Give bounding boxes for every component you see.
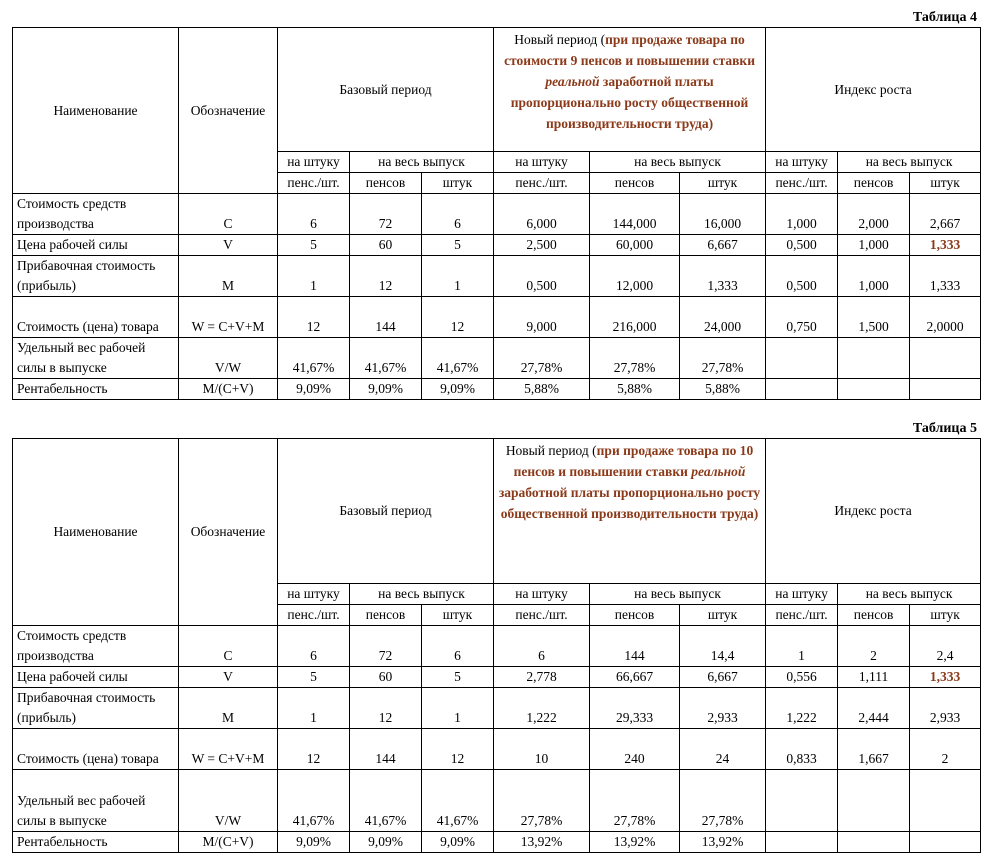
row-name: Стоимость (цена) товара xyxy=(13,297,179,338)
row-value: 2,500 xyxy=(494,235,590,256)
row-value: 5 xyxy=(422,235,494,256)
row-value: 1,222 xyxy=(766,688,838,729)
unit-pieces: штук xyxy=(680,605,766,626)
header-name: Наименование xyxy=(13,28,179,194)
row-value: 0,833 xyxy=(766,729,838,770)
row-value: 1 xyxy=(422,688,494,729)
unit-pieces: штук xyxy=(910,605,981,626)
row-value: 41,67% xyxy=(422,770,494,832)
row-value: 5 xyxy=(278,667,350,688)
row-value: 1,500 xyxy=(838,297,910,338)
row-value: 0,500 xyxy=(766,256,838,297)
header-whole-output: на весь выпуск xyxy=(838,152,981,173)
row-value: 12,000 xyxy=(590,256,680,297)
row-value: 41,67% xyxy=(350,770,422,832)
row-value: 6 xyxy=(494,626,590,667)
row-value: 24,000 xyxy=(680,297,766,338)
table-row xyxy=(13,194,981,235)
row-value: 10 xyxy=(494,729,590,770)
row-value: 1,000 xyxy=(838,235,910,256)
header-per-unit: на штуку xyxy=(278,584,350,605)
unit-pence: пенсов xyxy=(838,173,910,194)
new-period-note-part2: заработной платы пропорционально росту общественной производительности труда) xyxy=(498,485,761,521)
unit-pence: пенсов xyxy=(590,173,680,194)
row-name: Удельный вес рабочей силы в выпуске xyxy=(13,770,179,832)
row-value: 41,67% xyxy=(422,338,494,379)
row-value: 2,778 xyxy=(494,667,590,688)
header-per-unit: на штуку xyxy=(494,152,590,173)
row-designation: M xyxy=(179,256,278,297)
row-name: Цена рабочей силы xyxy=(13,667,179,688)
row-value: 1,333 xyxy=(680,256,766,297)
row-value: 12 xyxy=(422,729,494,770)
row-value: 1,333 xyxy=(910,235,981,256)
row-value: 27,78% xyxy=(494,338,590,379)
header-base-period: Базовый период xyxy=(278,439,494,584)
header-row xyxy=(13,439,981,584)
row-value: 27,78% xyxy=(590,338,680,379)
row-value: 216,000 xyxy=(590,297,680,338)
row-value: 14,4 xyxy=(680,626,766,667)
header-per-unit: на штуку xyxy=(766,584,838,605)
table-row xyxy=(13,688,981,729)
row-value: 27,78% xyxy=(590,770,680,832)
row-value: 41,67% xyxy=(350,338,422,379)
header-growth-index: Индекс роста xyxy=(766,28,981,152)
row-value: 6 xyxy=(422,194,494,235)
row-value xyxy=(910,832,981,853)
header-per-unit: на штуку xyxy=(494,584,590,605)
row-value: 13,92% xyxy=(590,832,680,853)
row-designation: M/(C+V) xyxy=(179,379,278,400)
row-name: Стоимость средств производства xyxy=(13,194,179,235)
row-value: 29,333 xyxy=(590,688,680,729)
row-value: 6,667 xyxy=(680,235,766,256)
row-value: 1 xyxy=(766,626,838,667)
row-value xyxy=(838,832,910,853)
row-value: 60 xyxy=(350,235,422,256)
header-name: Наименование xyxy=(13,439,179,626)
row-value: 144 xyxy=(590,626,680,667)
row-value: 2,4 xyxy=(910,626,981,667)
header-whole-output: на весь выпуск xyxy=(838,584,981,605)
row-name: Цена рабочей силы xyxy=(13,235,179,256)
row-value: 13,92% xyxy=(494,832,590,853)
unit-pence: пенсов xyxy=(590,605,680,626)
row-designation: M xyxy=(179,688,278,729)
row-value: 9,09% xyxy=(350,379,422,400)
row-value: 1 xyxy=(278,256,350,297)
row-value: 16,000 xyxy=(680,194,766,235)
row-designation: V/W xyxy=(179,770,278,832)
row-designation: V xyxy=(179,667,278,688)
row-name: Рентабельность xyxy=(13,832,179,853)
row-value: 9,09% xyxy=(422,832,494,853)
row-value: 6,000 xyxy=(494,194,590,235)
new-period-note-part1: при продаже товара по 10 пенсов и повышении ставки xyxy=(513,443,754,479)
table4-caption: Таблица 4 xyxy=(912,10,977,25)
header-whole-output: на весь выпуск xyxy=(350,152,494,173)
row-value: 9,000 xyxy=(494,297,590,338)
row-value: 5 xyxy=(278,235,350,256)
row-name: Рентабельность xyxy=(13,379,179,400)
row-designation: M/(C+V) xyxy=(179,832,278,853)
row-value: 9,09% xyxy=(278,379,350,400)
row-designation: C xyxy=(179,626,278,667)
row-designation: C xyxy=(179,194,278,235)
new-period-prefix: Новый период ( xyxy=(505,443,597,458)
row-value xyxy=(910,770,981,832)
new-period-note-italic: реальной xyxy=(691,464,746,479)
row-value: 144 xyxy=(350,297,422,338)
header-per-unit: на штуку xyxy=(766,152,838,173)
row-name: Прибавочная стоимость (прибыль) xyxy=(13,688,179,729)
row-value: 60,000 xyxy=(590,235,680,256)
row-value: 6 xyxy=(278,194,350,235)
row-value: 27,78% xyxy=(680,338,766,379)
row-designation: V xyxy=(179,235,278,256)
row-value: 0,500 xyxy=(766,235,838,256)
row-value: 12 xyxy=(350,688,422,729)
row-value: 1,667 xyxy=(838,729,910,770)
row-value: 2 xyxy=(910,729,981,770)
row-name: Прибавочная стоимость (прибыль) xyxy=(13,256,179,297)
table-row xyxy=(13,297,981,338)
row-value xyxy=(838,379,910,400)
row-value: 6 xyxy=(422,626,494,667)
header-designation: Обозначение xyxy=(179,28,278,194)
table-row xyxy=(13,729,981,770)
header-whole-output: на весь выпуск xyxy=(350,584,494,605)
row-value xyxy=(910,338,981,379)
unit-pence: пенсов xyxy=(350,605,422,626)
row-value: 13,92% xyxy=(680,832,766,853)
row-value: 2,000 xyxy=(838,194,910,235)
row-value: 0,500 xyxy=(494,256,590,297)
table-row xyxy=(13,338,981,379)
header-growth-index: Индекс роста xyxy=(766,439,981,584)
row-value: 9,09% xyxy=(422,379,494,400)
table-row xyxy=(13,667,981,688)
unit-pence-per-piece: пенс./шт. xyxy=(278,173,350,194)
row-value: 66,667 xyxy=(590,667,680,688)
row-value: 1 xyxy=(422,256,494,297)
row-value: 144,000 xyxy=(590,194,680,235)
row-value xyxy=(766,338,838,379)
row-value: 24 xyxy=(680,729,766,770)
row-value xyxy=(766,832,838,853)
row-name: Удельный вес рабочей силы в выпуске xyxy=(13,338,179,379)
row-value xyxy=(838,338,910,379)
header-new-period xyxy=(494,439,766,584)
row-value xyxy=(910,379,981,400)
row-value: 72 xyxy=(350,194,422,235)
row-value: 2 xyxy=(838,626,910,667)
row-value: 5,88% xyxy=(680,379,766,400)
row-value: 2,933 xyxy=(680,688,766,729)
row-value: 41,67% xyxy=(278,770,350,832)
unit-pence: пенсов xyxy=(350,173,422,194)
row-value: 1 xyxy=(278,688,350,729)
row-value: 1,111 xyxy=(838,667,910,688)
row-value: 72 xyxy=(350,626,422,667)
row-value: 1,000 xyxy=(838,256,910,297)
table-5 xyxy=(12,438,981,853)
row-value: 9,09% xyxy=(278,832,350,853)
header-whole-output: на весь выпуск xyxy=(590,152,766,173)
row-designation: W = C+V+M xyxy=(179,729,278,770)
row-value: 5 xyxy=(422,667,494,688)
row-value: 6 xyxy=(278,626,350,667)
table-row xyxy=(13,235,981,256)
header-per-unit: на штуку xyxy=(278,152,350,173)
unit-pieces: штук xyxy=(422,605,494,626)
row-value: 41,67% xyxy=(278,338,350,379)
row-value: 1,222 xyxy=(494,688,590,729)
row-value xyxy=(766,770,838,832)
row-value: 240 xyxy=(590,729,680,770)
row-value: 0,556 xyxy=(766,667,838,688)
unit-pence: пенсов xyxy=(838,605,910,626)
row-name: Стоимость (цена) товара xyxy=(13,729,179,770)
header-base-period: Базовый период xyxy=(278,28,494,152)
row-value: 2,444 xyxy=(838,688,910,729)
unit-pence-per-piece: пенс./шт. xyxy=(494,173,590,194)
row-value xyxy=(838,770,910,832)
new-period-note-italic: реальной xyxy=(545,74,600,89)
row-value: 12 xyxy=(278,729,350,770)
row-value: 60 xyxy=(350,667,422,688)
row-name: Стоимость средств производства xyxy=(13,626,179,667)
table-4 xyxy=(12,27,981,400)
row-designation: W = C+V+M xyxy=(179,297,278,338)
table-row xyxy=(13,770,981,832)
row-value: 12 xyxy=(350,256,422,297)
new-period-note-part1: при продаже товара по стоимости 9 пенсов и повышении ставки xyxy=(504,32,755,68)
unit-pieces: штук xyxy=(680,173,766,194)
row-value: 144 xyxy=(350,729,422,770)
table-row xyxy=(13,832,981,853)
unit-pieces: штук xyxy=(910,173,981,194)
row-value: 0,750 xyxy=(766,297,838,338)
row-value: 2,667 xyxy=(910,194,981,235)
row-value: 2,933 xyxy=(910,688,981,729)
unit-pieces: штук xyxy=(422,173,494,194)
unit-pence-per-piece: пенс./шт. xyxy=(766,173,838,194)
row-value: 12 xyxy=(278,297,350,338)
row-value xyxy=(766,379,838,400)
new-period-note-part2: заработной платы пропорционально росту общественной производительности труда) xyxy=(510,74,749,131)
new-period-prefix: Новый период ( xyxy=(514,32,606,47)
header-whole-output: на весь выпуск xyxy=(590,584,766,605)
row-value: 5,88% xyxy=(494,379,590,400)
header-row xyxy=(13,28,981,152)
row-value: 12 xyxy=(422,297,494,338)
table-row xyxy=(13,626,981,667)
row-value: 1,000 xyxy=(766,194,838,235)
unit-pence-per-piece: пенс./шт. xyxy=(766,605,838,626)
header-new-period xyxy=(494,28,766,152)
row-value: 6,667 xyxy=(680,667,766,688)
unit-pence-per-piece: пенс./шт. xyxy=(494,605,590,626)
table5-caption: Таблица 5 xyxy=(912,421,977,436)
unit-pence-per-piece: пенс./шт. xyxy=(278,605,350,626)
row-value: 5,88% xyxy=(590,379,680,400)
table-row xyxy=(13,379,981,400)
row-value: 1,333 xyxy=(910,667,981,688)
row-value: 27,78% xyxy=(494,770,590,832)
header-designation: Обозначение xyxy=(179,439,278,626)
row-value: 27,78% xyxy=(680,770,766,832)
row-value: 9,09% xyxy=(350,832,422,853)
row-value: 1,333 xyxy=(910,256,981,297)
table-row xyxy=(13,256,981,297)
row-designation: V/W xyxy=(179,338,278,379)
row-value: 2,0000 xyxy=(910,297,981,338)
